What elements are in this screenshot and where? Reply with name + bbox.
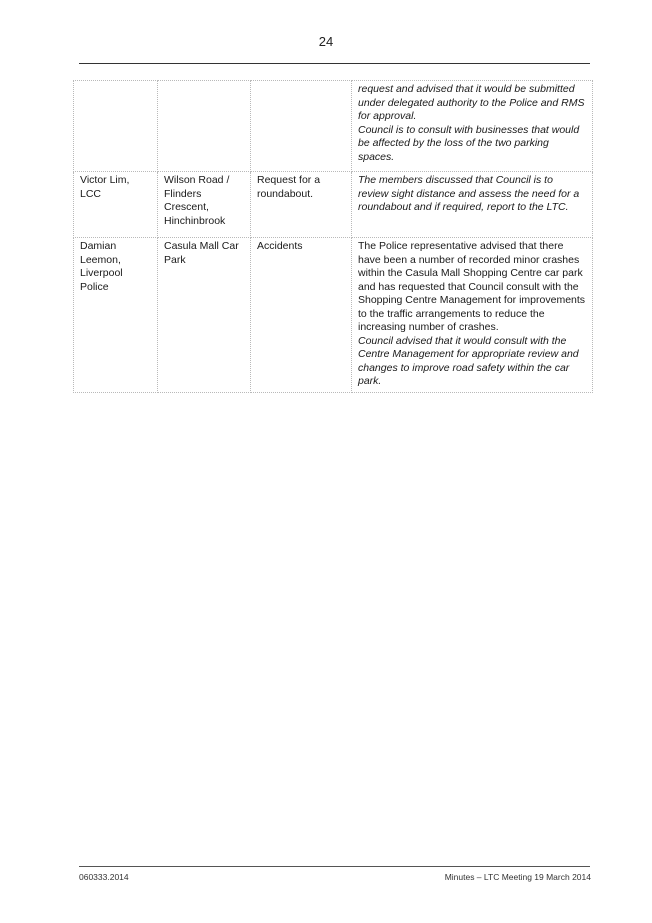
meeting-title: Minutes – LTC Meeting 19 March 2014 — [444, 872, 591, 882]
location-cell: Wilson Road / Flinders Crescent, Hinchinbrook — [158, 172, 251, 238]
table-row — [74, 172, 593, 238]
issue-cell: Request for a roundabout. — [251, 172, 352, 238]
comment-italic: Council is to consult with businesses that would be affected by the loss of the two parking spaces. — [358, 123, 580, 163]
comment-cell — [352, 238, 593, 393]
comment-plain: The Police representative advised that there have been a number of recorded minor crashes within the Casula Mall Shopping Centre car park and has requested that Council consult with the Shopping Centre Management for improvements to the traffic arrangements to reduce the increasing number of crashes. — [358, 240, 586, 333]
table-row — [74, 81, 593, 172]
header-rule — [79, 63, 590, 64]
comment-italic: The members discussed that Council is to review sight distance and assess the need for a roundabout and if required, report to the LTC. — [358, 174, 580, 213]
issue-cell — [251, 81, 352, 172]
table-row — [74, 238, 593, 393]
comment-cell — [352, 81, 593, 172]
name-cell: Damian Leemon, Liverpool Police — [74, 238, 158, 393]
minutes-table — [73, 80, 593, 393]
document-reference: 060333.2014 — [79, 872, 129, 882]
comment-italic: request and advised that it would be submitted under delegated authority to the Police and RMS for approval. — [358, 83, 585, 122]
comment-italic: Council advised that it would consult with the Centre Management for appropriate review and changes to improve road safety within the car park. — [358, 334, 579, 387]
location-cell: Casula Mall Car Park — [158, 238, 251, 393]
comment-cell — [352, 172, 593, 238]
name-cell: Victor Lim, LCC — [74, 172, 158, 238]
page-number: 24 — [318, 34, 334, 49]
footer-rule — [79, 866, 590, 867]
issue-cell: Accidents — [251, 238, 352, 393]
location-cell — [158, 81, 251, 172]
name-cell — [74, 81, 158, 172]
